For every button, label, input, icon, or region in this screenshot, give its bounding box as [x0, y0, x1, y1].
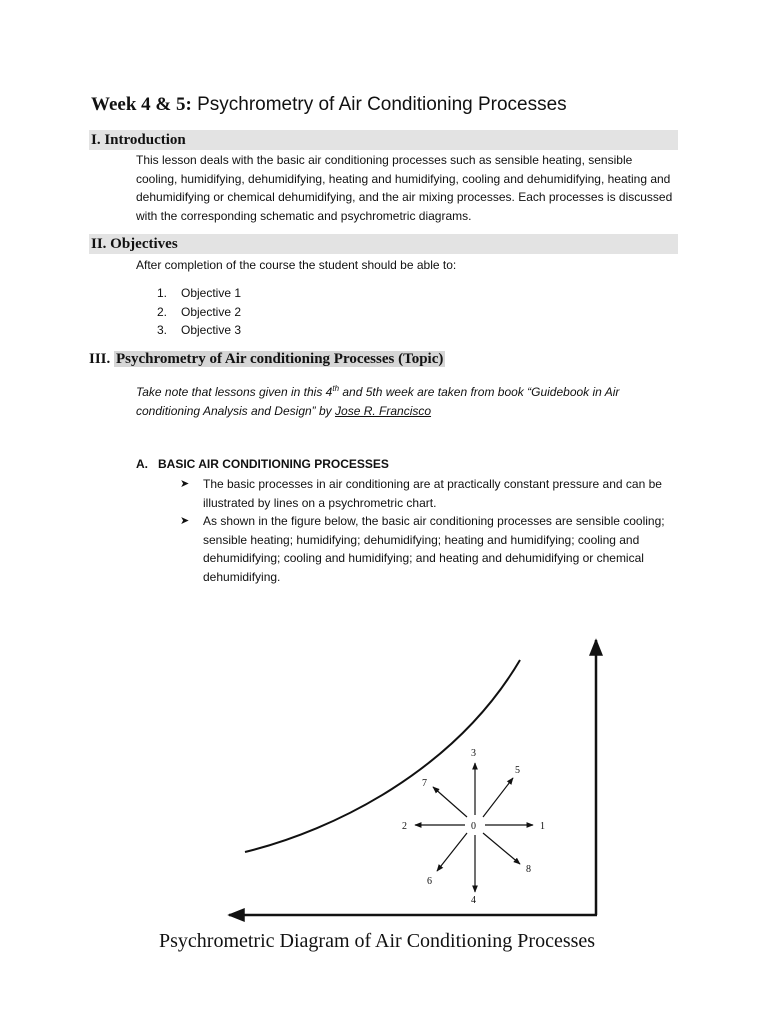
list-number: 2.	[157, 304, 168, 319]
process-label-6: 6	[427, 876, 432, 887]
list-text: Objective 1	[181, 286, 242, 300]
author-name: Jose R. Francisco	[335, 403, 432, 418]
topic-prefix: III.	[89, 351, 115, 367]
process-label-4: 4	[471, 895, 476, 906]
process-arrow-8	[483, 833, 520, 864]
list-item	[157, 321, 241, 340]
title-week: Week 4 & 5:	[91, 94, 192, 115]
subsection-letter: A.	[136, 457, 148, 471]
note-superscript: th	[332, 384, 340, 393]
process-arrow-5	[483, 778, 513, 817]
diagram-caption: Psychrometric Diagram of Air Conditioning Processes	[159, 930, 596, 952]
section-heading-introduction: I. Introduction	[89, 130, 678, 150]
process-label-3: 3	[471, 748, 476, 759]
list-number: 3.	[157, 323, 168, 337]
objectives-list	[157, 284, 241, 340]
topic-heading-text: Psychrometry of Air conditioning Processes (Topic)	[116, 351, 444, 367]
list-number: 1.	[157, 286, 168, 300]
subsection-heading	[136, 457, 389, 471]
psychrometric-diagram	[215, 630, 615, 930]
process-label-7: 7	[422, 778, 427, 789]
arrowhead-bullet-icon: ➤	[180, 515, 190, 527]
process-label-1: 1	[540, 821, 545, 832]
arrowhead-bullet-icon: ➤	[180, 478, 190, 490]
page-title	[91, 94, 567, 116]
introduction-paragraph: This lesson deals with the basic air conditioning processes such as sensible heating, sensible cooling, humidifying, dehumidifying, heating and humidifying, cooling and dehumidifying, heating and dehumidifying or chemical dehumidifying, and the air mixing processes. Each processes is discussed with the corresponding schematic and psychrometric diagrams.	[136, 153, 673, 223]
list-text: Objective 3	[181, 323, 242, 337]
section-heading-objectives: II. Objectives	[89, 234, 678, 254]
note-text-continued: and 5th week are taken from book “Guidebook in Air conditioning Analysis and Design” by	[136, 385, 620, 418]
process-label-8: 8	[526, 864, 531, 875]
objectives-lead: After completion of the course the student should be able to:	[136, 258, 457, 272]
note-text: Take note that lessons given in this 4	[136, 385, 333, 399]
list-item	[157, 284, 241, 303]
bullet-text: As shown in the figure below, the basic air conditioning processes are sensible cooling; sensible heating; humidifying; dehumidifying; heating and humidifying; cooling and dehumidifying; cooling and humidifying; and heating and dehumidifying or chemical dehumidifying.	[203, 514, 665, 584]
section-heading-topic	[89, 349, 445, 369]
bullet-item	[180, 475, 680, 512]
saturation-curve	[245, 660, 520, 852]
source-note	[136, 380, 676, 420]
list-text: Objective 2	[181, 304, 242, 319]
process-label-2: 2	[402, 821, 407, 832]
list-item	[157, 303, 241, 322]
title-text: Psychrometry of Air Conditioning Processes	[191, 94, 567, 115]
process-arrow-6	[437, 833, 467, 871]
bullet-text: The basic processes in air conditioning are at practically constant pressure and can be illustrated by lines on a psychrometric chart.	[203, 477, 662, 510]
process-label-5: 5	[515, 765, 520, 776]
process-arrow-7	[433, 787, 467, 817]
bullet-item	[180, 512, 680, 586]
subsection-title: BASIC AIR CONDITIONING PROCESSES	[158, 457, 389, 471]
center-label: 0	[471, 821, 476, 832]
